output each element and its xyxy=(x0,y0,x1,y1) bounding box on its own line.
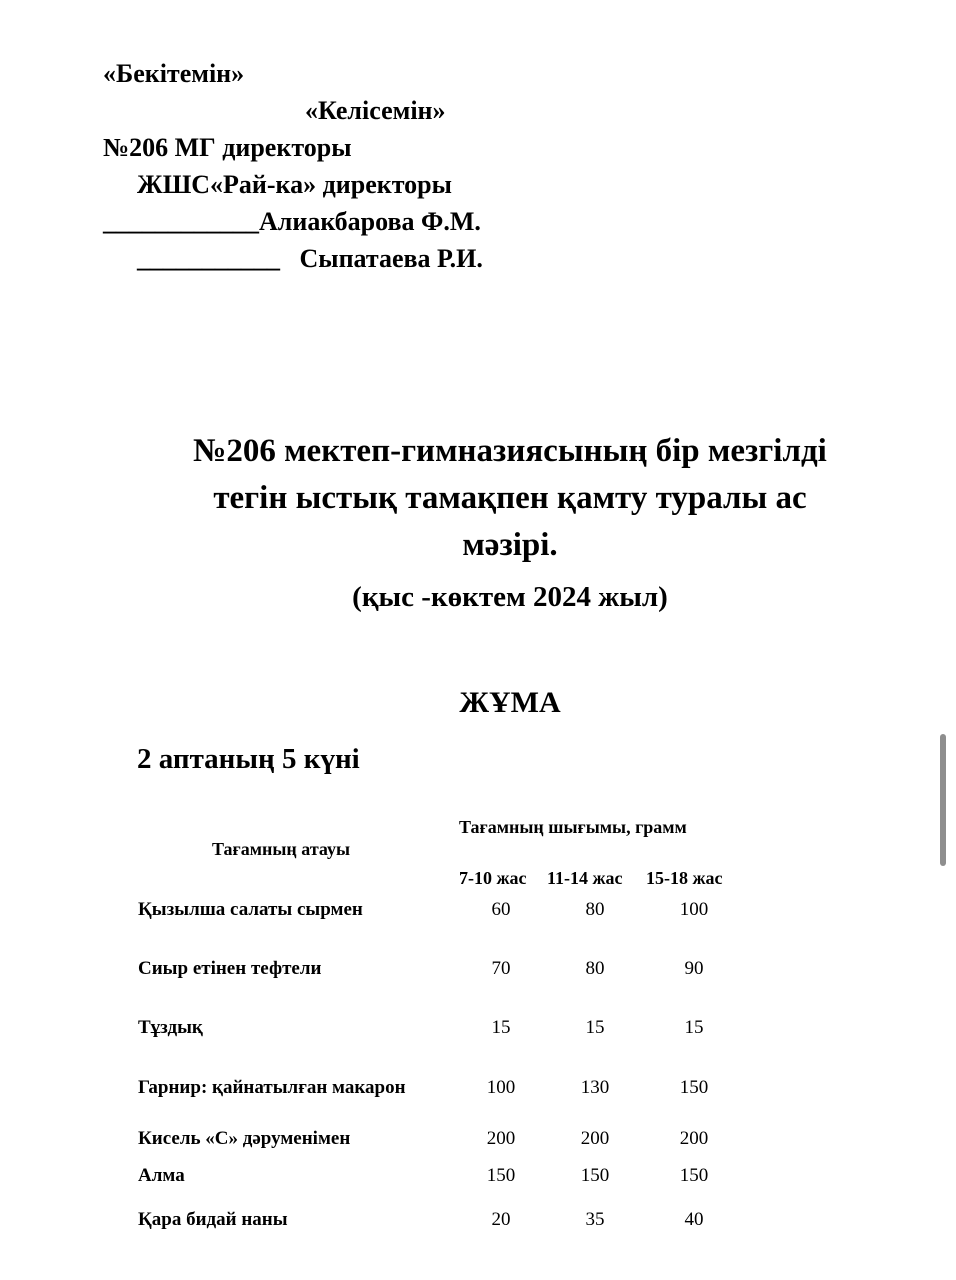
value-7-10: 100 xyxy=(486,1077,516,1098)
table-row xyxy=(0,1207,956,1233)
value-7-10: 200 xyxy=(486,1128,516,1149)
value-15-18: 100 xyxy=(679,899,709,920)
approval-approve: «Бекітемін» xyxy=(103,59,245,88)
header-output-grams: Тағамның шығымы, грамм xyxy=(459,817,687,837)
approval-agree: «Келісемін» xyxy=(305,96,446,125)
title-line-3: мәзірі. xyxy=(462,527,558,563)
week-day-label: 2 аптаның 5 күні xyxy=(137,743,360,775)
dish-name: Қызылша салаты сырмен xyxy=(138,899,363,920)
table-row xyxy=(0,1015,956,1041)
dish-name: Қара бидай наны xyxy=(138,1209,288,1230)
value-15-18: 40 xyxy=(684,1209,704,1230)
approval-signature-2: ___________ Сыпатаева Р.И. xyxy=(137,244,483,273)
approval-school-director: №206 МГ директоры xyxy=(103,133,352,162)
value-15-18: 15 xyxy=(684,1017,704,1038)
value-11-14: 130 xyxy=(580,1077,610,1098)
approval-company-director: ЖШС«Рай-ка» директоры xyxy=(137,170,452,199)
dish-name: Сиыр етінен тефтели xyxy=(138,958,322,979)
header-age-11-14: 11-14 жас xyxy=(547,868,623,888)
value-15-18: 150 xyxy=(679,1077,709,1098)
document-title xyxy=(110,428,910,569)
header-age-7-10: 7-10 жас xyxy=(459,868,527,888)
header-dish-name: Тағамның атауы xyxy=(212,839,351,859)
title-line-2: тегін ыстық тамақпен қамту туралы ас xyxy=(213,480,807,516)
value-11-14: 150 xyxy=(580,1165,610,1186)
value-11-14: 80 xyxy=(585,899,605,920)
value-15-18: 150 xyxy=(679,1165,709,1186)
value-7-10: 60 xyxy=(491,899,511,920)
approval-signature-1: ____________Алиакбарова Ф.М. xyxy=(103,207,481,236)
value-15-18: 90 xyxy=(684,958,704,979)
title-line-1: №206 мектеп-гимназиясының бір мезгілді xyxy=(193,433,827,469)
value-7-10: 150 xyxy=(486,1165,516,1186)
value-11-14: 35 xyxy=(585,1209,605,1230)
value-15-18: 200 xyxy=(679,1128,709,1149)
value-11-14: 200 xyxy=(580,1128,610,1149)
season-subtitle: (қыс -көктем 2024 жыл) xyxy=(352,581,668,613)
header-age-15-18: 15-18 жас xyxy=(646,868,723,888)
dish-name: Кисель «С» дәруменімен xyxy=(138,1128,351,1149)
value-7-10: 15 xyxy=(491,1017,511,1038)
table-row xyxy=(0,1075,956,1101)
table-row xyxy=(0,1163,956,1189)
day-heading: ЖҰМА xyxy=(459,686,561,719)
dish-name: Алма xyxy=(138,1165,185,1186)
table-row xyxy=(0,1126,956,1152)
vertical-scrollbar[interactable] xyxy=(940,734,946,866)
value-11-14: 80 xyxy=(585,958,605,979)
value-7-10: 20 xyxy=(491,1209,511,1230)
value-11-14: 15 xyxy=(585,1017,605,1038)
table-row xyxy=(0,897,956,923)
dish-name: Гарнир: қайнатылған макарон xyxy=(138,1077,406,1098)
table-row xyxy=(0,956,956,982)
value-7-10: 70 xyxy=(491,958,511,979)
dish-name: Тұздық xyxy=(138,1017,203,1038)
